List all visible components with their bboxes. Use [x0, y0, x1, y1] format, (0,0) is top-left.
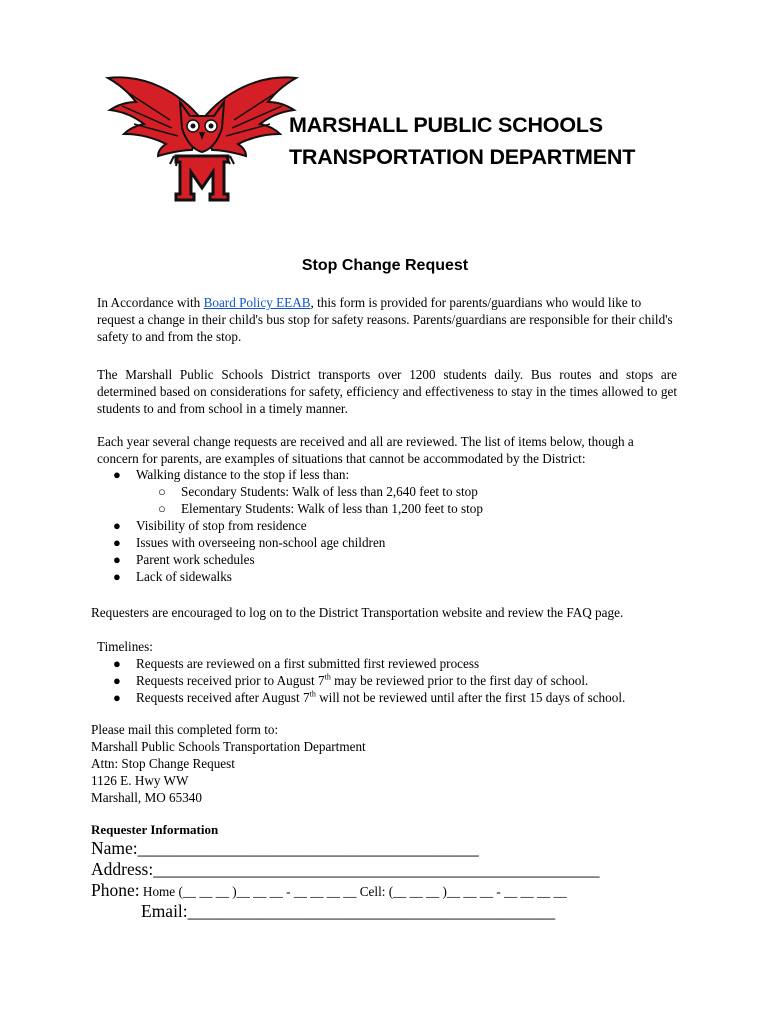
timeline-sup: th: [324, 672, 331, 682]
list-item: Visibility of stop from residence: [136, 518, 307, 533]
timelines-label: Timelines:: [97, 639, 153, 654]
email-field[interactable]: Email:__________________________________________: [141, 901, 556, 921]
school-logo-owl: [100, 72, 305, 207]
mail-line: 1126 E. Hwy WW: [91, 773, 189, 788]
timeline-text: will not be reviewed until after the first 15 days of school.: [315, 690, 626, 705]
board-policy-link[interactable]: Board Policy EEAB: [203, 295, 311, 310]
page-title: Stop Change Request: [301, 257, 469, 274]
mail-line: Please mail this completed form to:: [91, 722, 279, 737]
bullet-icon: ●: [113, 535, 121, 550]
timeline-text: may be reviewed prior to the first day of school.: [330, 673, 589, 688]
sub-bullet-icon: ○: [158, 484, 166, 499]
phone-field[interactable]: [91, 880, 567, 902]
sub-bullet-icon: ○: [158, 501, 166, 516]
bullet-icon: ●: [113, 569, 121, 584]
mail-line: Marshall, MO 65340: [91, 790, 202, 805]
list-item: Walking distance to the stop if less than:: [136, 467, 350, 482]
website-note: Requesters are encouraged to log on to the District Transportation website and review the FAQ page.: [91, 605, 624, 620]
phone-inputs[interactable]: Home (__ __ __ )__ __ __ - __ __ __ __ Cell: (__ __ __ )__ __ __ - __ __ __ __: [139, 884, 567, 899]
timeline-item: [136, 689, 625, 706]
intro-paragraph: [97, 294, 677, 345]
timeline-item: [136, 672, 588, 689]
list-item: Issues with overseeing non-school age children: [136, 535, 386, 550]
list-subitem: Elementary Students: Walk of less than 1,200 feet to stop: [181, 501, 483, 516]
intro-prefix: In Accordance with: [97, 295, 204, 310]
timeline-text: Requests received after August 7: [136, 690, 310, 705]
name-field[interactable]: Name:_______________________________________: [91, 838, 479, 858]
bullet-icon: ●: [113, 656, 121, 671]
intro-suffix: , this form is provided for parents/guardians who would like to request a change in their child's bus stop for safety reasons. Parents/guardians are responsible for their child's safety to and from the stop.: [97, 295, 673, 344]
bullet-icon: ●: [113, 467, 121, 482]
phone-label: Phone:: [91, 880, 140, 900]
list-subitem: Secondary Students: Walk of less than 2,640 feet to stop: [181, 484, 478, 499]
mail-line: Attn: Stop Change Request: [91, 756, 235, 771]
timeline-sup: th: [309, 689, 316, 699]
bullet-icon: ●: [113, 690, 121, 705]
bullet-icon: ●: [113, 673, 121, 688]
header-department-name: TRANSPORTATION DEPARTMENT: [289, 145, 636, 169]
bullet-icon: ●: [113, 552, 121, 567]
address-field[interactable]: Address:___________________________________________________: [91, 859, 600, 879]
mail-line: Marshall Public Schools Transportation Department: [91, 739, 366, 754]
bullet-icon: ●: [113, 518, 121, 533]
header-school-name: MARSHALL PUBLIC SCHOOLS: [289, 113, 603, 137]
timeline-text: Requests received prior to August 7: [136, 673, 325, 688]
transport-paragraph: The Marshall Public Schools District transports over 1200 students daily. Bus routes and stops are determined based on considerations for safety, efficiency and effectiveness to stay in the times allowed to get students to and from school in a timely manner.: [97, 367, 677, 416]
requester-heading: Requester Information: [91, 822, 219, 837]
change-requests-paragraph: Each year several change requests are received and all are reviewed. The list of items below, though a concern for parents, are examples of situations that cannot be accommodated by the District:: [97, 434, 634, 466]
list-item: Parent work schedules: [136, 552, 255, 567]
list-item: Lack of sidewalks: [136, 569, 232, 584]
timeline-item: Requests are reviewed on a first submitted first reviewed process: [136, 656, 480, 671]
